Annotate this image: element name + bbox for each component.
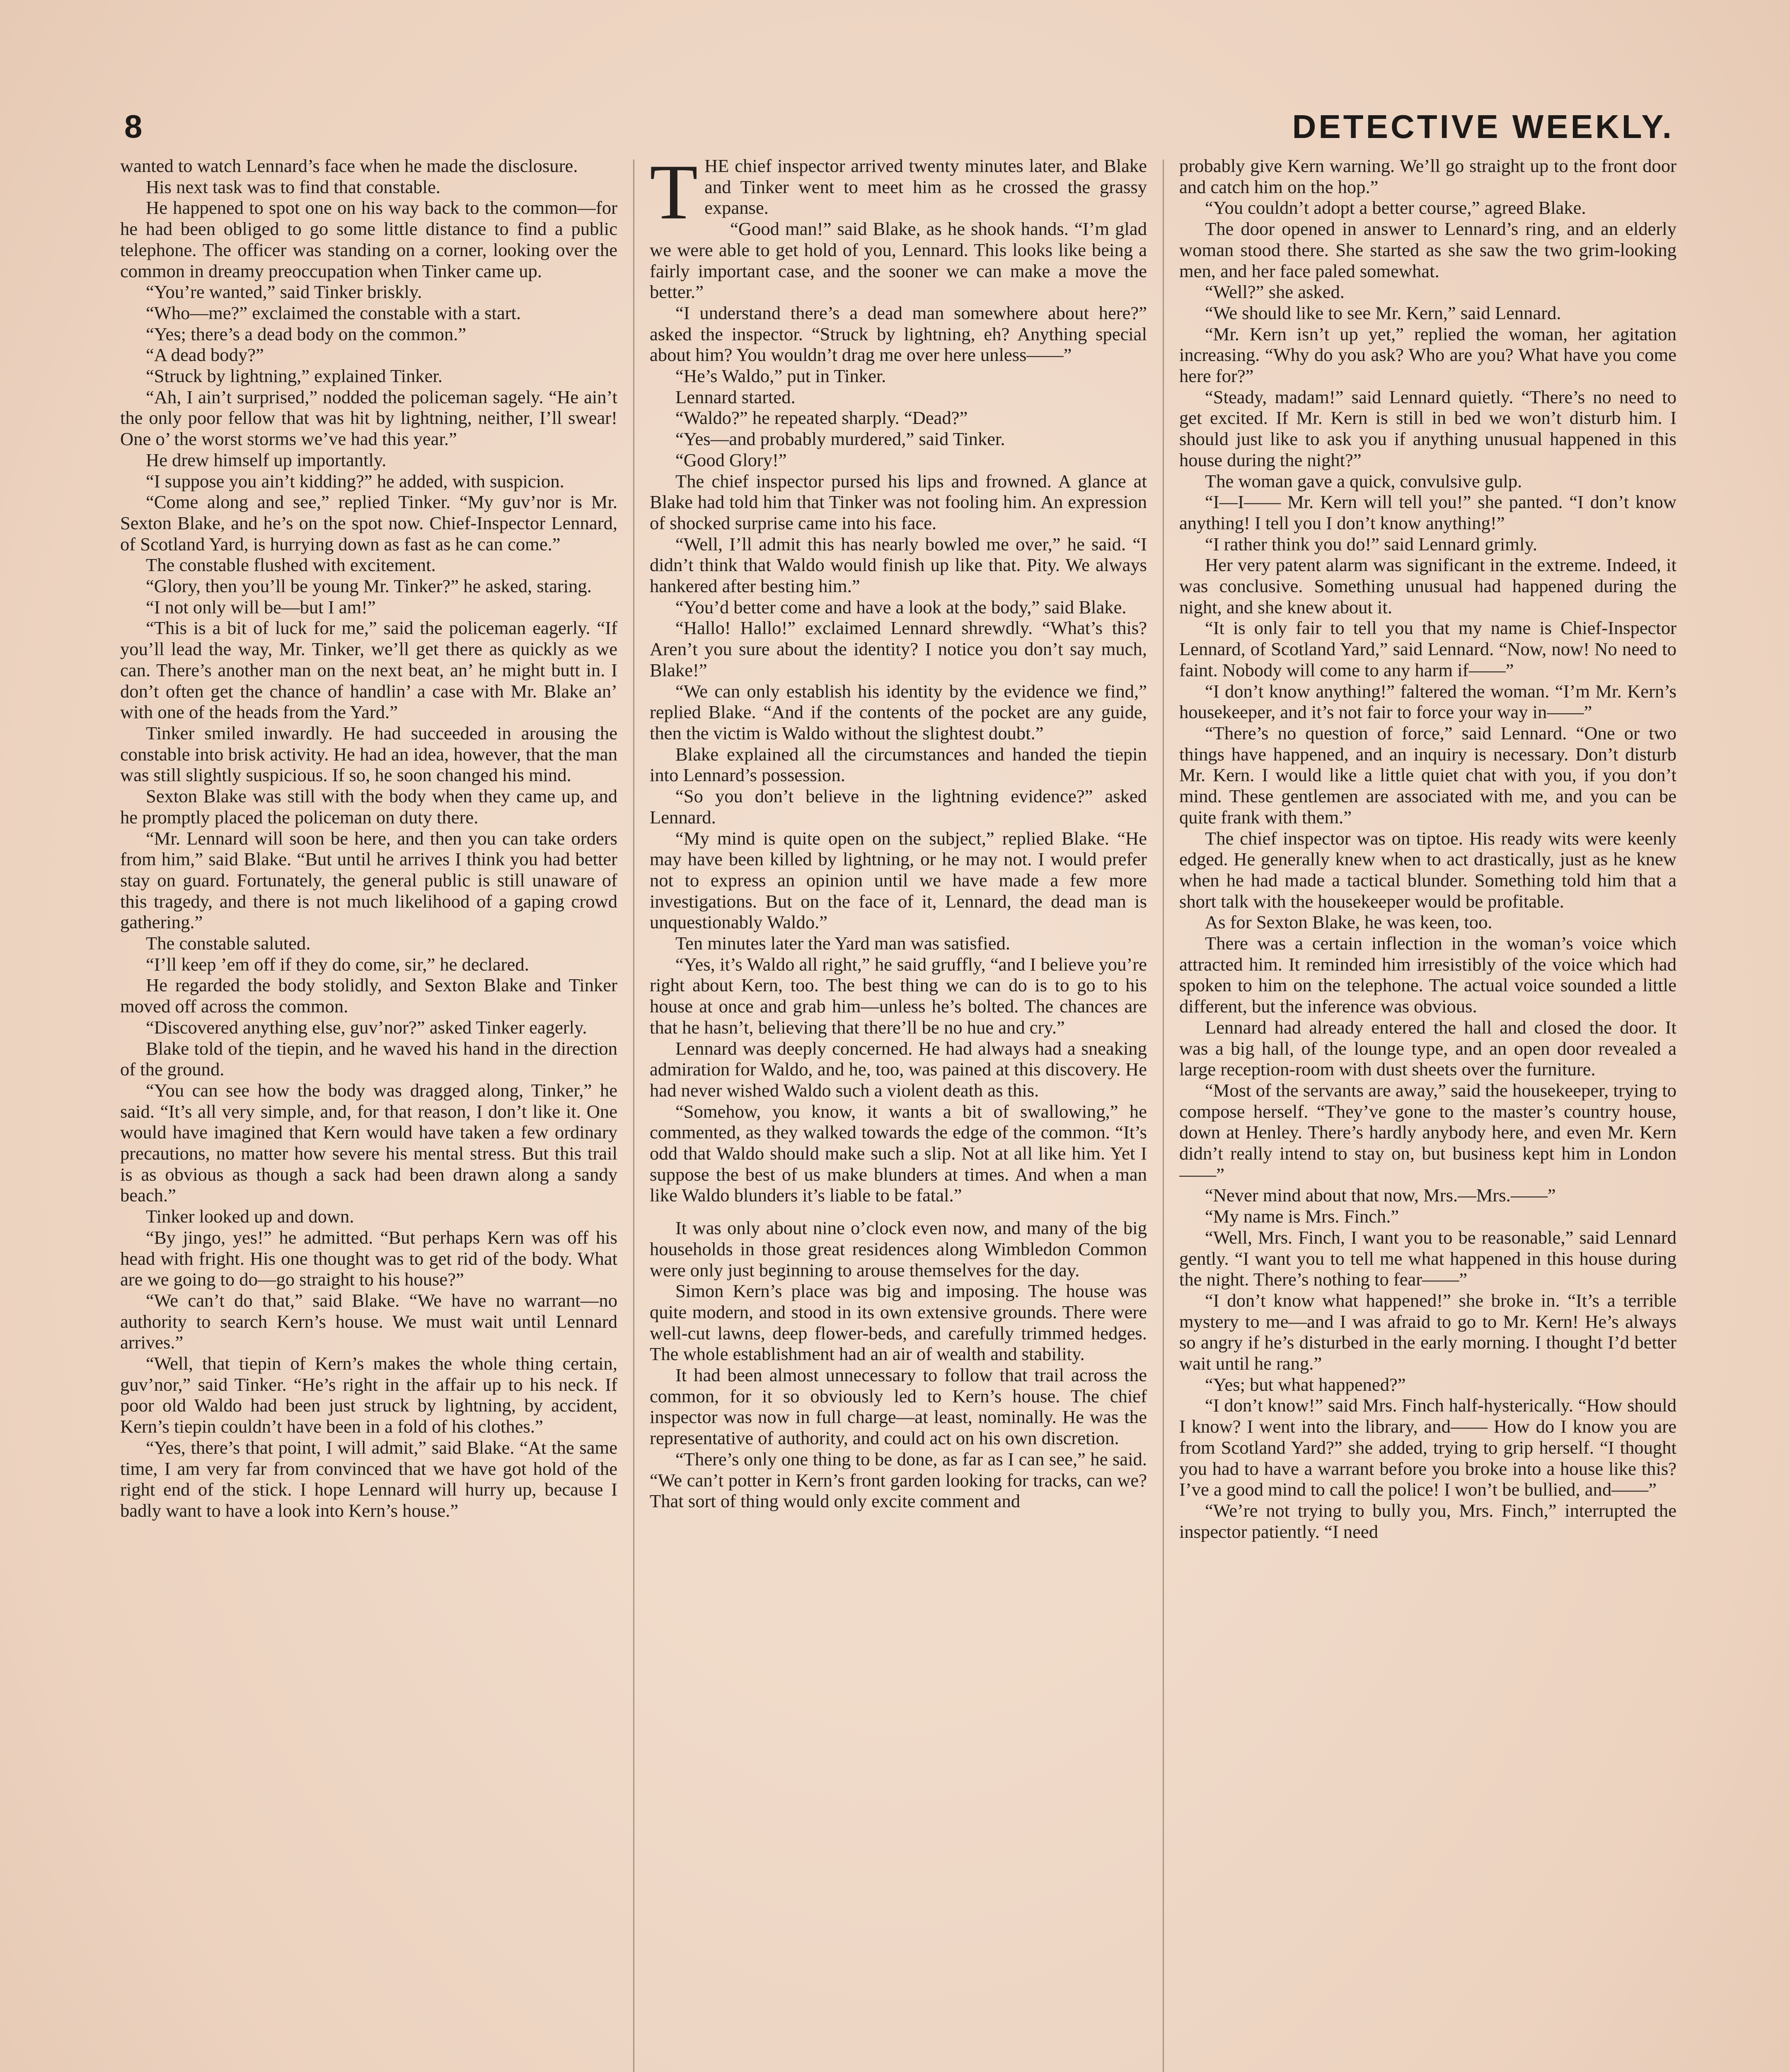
paragraph: It was only about nine o’clock even now, and many of the big households in those great residences along Wimbledon Common were only just beginning to arouse themselves for the day. — [650, 1218, 1147, 1280]
paragraph: He regarded the body stolidly, and Sexton Blake and Tinker moved off across the common. — [120, 975, 617, 1017]
paragraph: Simon Kern’s place was big and imposing. The house was quite modern, and stood in its own extensive grounds. There were well-cut lawns, deep flower-beds, and carefully trimmed hedges. The whole establishment had an air of wealth and stability. — [650, 1280, 1147, 1365]
paragraph: “My mind is quite open on the subject,” replied Blake. “He may have been killed by lightning, or he may not. I would prefer not to express an opinion until we have made a few more investigations. But on the face of it, Lennard, the dead man is unquestionably Waldo.” — [650, 828, 1147, 933]
paragraph: “Never mind about that now, Mrs.—Mrs.——” — [1205, 1185, 1556, 1206]
paragraph: “Waldo?” he repeated sharply. “Dead?” — [675, 407, 968, 428]
paragraph: The constable flushed with excitement. — [146, 554, 436, 576]
paragraph: “Struck by lightning,” explained Tinker. — [146, 366, 443, 387]
paragraph: Sexton Blake was still with the body when they came up, and he promptly placed the policeman on duty there. — [120, 786, 617, 828]
paragraph: “By jingo, yes!” he admitted. “But perhaps Kern was off his head with fright. His one thought was to get rid of the body. What are we going to do—go straight to his house?” — [120, 1227, 617, 1290]
paragraph: “You can see how the body was dragged along, Tinker,” he said. “It’s all very simple, and, for that reason, I don’t like it. One would have imagined that Kern would have taken a few ordinary precautions, no matter how severe his mental stress. But this trail is as obvious as though a sack had been drawn along a sandy beach.” — [120, 1080, 617, 1206]
paragraph: “Ah, I ain’t surprised,” nodded the policeman sagely. “He ain’t the only poor fellow that was hit by lightning, neither, I’ll swear! One o’ the worst storms we’ve had this year.” — [120, 386, 617, 450]
paragraph: “Well, I’ll admit this has nearly bowled me over,” he said. “I didn’t think that Waldo would finish up like that. Pity. We always hankered after besting him.” — [650, 533, 1147, 597]
paragraph: “Well?” she asked. — [1205, 281, 1345, 303]
paragraph: “I don’t know!” said Mrs. Finch half-hysterically. “How should I know? I went into the library, and—— How do I know you are from Scotland Yard?” she added, trying to grip herself. “I thought you had to have a warrant before you broke into a house like this? I’ve a good mind to call the police! I won’t be bullied, and——” — [1179, 1395, 1676, 1500]
paragraph: He drew himself up importantly. — [146, 449, 387, 470]
paragraph: “I don’t know anything!” faltered the woman. “I’m Mr. Kern’s housekeeper, and it’s not fair to force your way in——” — [1179, 680, 1676, 723]
paragraph: “Who—me?” exclaimed the constable with a start. — [146, 302, 521, 323]
paragraph: “Good Glory!” — [675, 449, 787, 470]
paragraph: It had been almost unnecessary to follow that trail across the common, for it so obviously led to Kern’s house. The chief inspector was now in full charge—at least, nominally. He was the representative of authority, and could act on his own discretion. — [650, 1365, 1147, 1449]
paragraph: “Yes—and probably murdered,” said Tinker. — [675, 428, 1005, 450]
paragraph: “We should like to see Mr. Kern,” said Lennard. — [1205, 302, 1561, 323]
paragraph: “Most of the servants are away,” said the housekeeper, trying to compose herself. “They’ve gone to the master’s country house, down at Henley. There’s hardly anybody here, and even Mr. Kern didn’t really intend to stay on, but business kept him in London——” — [1179, 1080, 1676, 1185]
paragraph: Ten minutes later the Yard man was satisfied. — [675, 933, 1011, 954]
column-2 — [650, 155, 1147, 2072]
paragraph: “We can’t do that,” said Blake. “We have no warrant—no authority to search Kern’s house. We must wait until Lennard arrives.” — [120, 1290, 617, 1353]
paragraph: probably give Kern warning. We’ll go straight up to the front door and catch him on the hop.” — [1179, 155, 1676, 197]
paragraph: “A dead body?” — [146, 344, 264, 366]
paragraph: “My name is Mrs. Finch.” — [1205, 1206, 1399, 1227]
paragraph: Blake explained all the circumstances and handed the tiepin into Lennard’s possession. — [650, 743, 1147, 786]
paragraph: Lennard had already entered the hall and closed the door. It was a big hall, of the lounge type, and an open door revealed a large reception-room with dust sheets over the furniture. — [1179, 1017, 1676, 1080]
paragraph: “So you don’t believe in the lightning evidence?” asked Lennard. — [650, 786, 1147, 828]
paragraph: “I not only will be—but I am!” — [146, 596, 376, 617]
paragraph: “I—I—— Mr. Kern will tell you!” she panted. “I don’t know anything! I tell you I don’t know anything!” — [1179, 491, 1676, 533]
paragraph: “Somehow, you know, it wants a bit of swallowing,” he commented, as they walked towards the edge of the common. “It’s odd that Waldo should make such a slip. Not at all like him. Yet I suppose the best of us make blunders at times. And when a man like Waldo blunders it’s liable to be fatal.” — [650, 1101, 1147, 1206]
column-3 — [1179, 155, 1676, 2072]
column-1 — [120, 155, 617, 2072]
drop-cap: T — [650, 155, 698, 236]
paragraph: The woman gave a quick, convulsive gulp. — [1205, 470, 1522, 491]
paragraph: “This is a bit of luck for me,” said the policeman eagerly. “If you’ll lead the way, Mr. Tinker, we’ll get there as quickly as we can. There’s another man on the next beat, an’ he might butt in. I don’t often get the chance of handlin’ a case with Mr. Blake an’ with one of the heads from the Yard.” — [120, 617, 617, 723]
paragraph: “Discovered anything else, guv’nor?” asked Tinker eagerly. — [146, 1017, 587, 1038]
paragraph: “Well, that tiepin of Kern’s makes the whole thing certain, guv’nor,” said Tinker. “He’s right in the affair up to his neck. If poor old Waldo had been just struck by lightning, by accident, Kern’s tiepin couldn’t have been in a fold of his clothes.” — [120, 1353, 617, 1437]
paragraph: “Steady, madam!” said Lennard quietly. “There’s no need to get excited. If Mr. Kern is still in bed we won’t disturb him. I should just like to ask you if anything unusual happened in this house during the night?” — [1179, 386, 1676, 470]
paragraph: “I suppose you ain’t kidding?” he added, with suspicion. — [146, 470, 564, 491]
paragraph: The chief inspector was on tiptoe. His ready wits were keenly edged. He generally knew when to act drastically, just as he knew when he had made a tactical blunder. Something told him that a short talk with the housekeeper would be profitable. — [1179, 828, 1676, 912]
paragraph: The chief inspector pursed his lips and frowned. A glance at Blake had told him that Tinker was not fooling him. An expression of shocked surprise came into his face. — [650, 470, 1147, 533]
paragraph: Lennard was deeply concerned. He had always had a sneaking admiration for Waldo, and he, too, was pained at this discovery. He had never wished Waldo such a violent death as this. — [650, 1038, 1147, 1101]
paragraph: “Hallo! Hallo!” exclaimed Lennard shrewdly. “What’s this? Aren’t you sure about the identity? I notice you don’t say much, Blake!” — [650, 617, 1147, 680]
paragraph: “There’s only one thing to be done, as far as I can see,” he said. “We can’t potter in Kern’s front garden looking for tracks, can we? That sort of thing would only excite comment and — [650, 1448, 1147, 1512]
column-divider — [633, 160, 634, 2072]
paragraph: “Mr. Kern isn’t up yet,” replied the woman, her agitation increasing. “Why do you ask? Who are you? What have you come here for?” — [1179, 323, 1676, 387]
paragraph: Tinker smiled inwardly. He had succeeded in arousing the constable into brisk activity. He had an idea, however, that the man was still slightly suspicious. If so, he soon changed his mind. — [120, 722, 617, 786]
paragraph: “I don’t know what happened!” she broke in. “It’s a terrible mystery to me—and I was afraid to go to Mr. Kern! He’s always so angry if he’s disturbed in the early morning. I thought I’d better wait until he rang.” — [1179, 1290, 1676, 1374]
paragraph: Her very patent alarm was significant in the extreme. Indeed, it was conclusive. Something unusual had happened during the night, and she knew about it. — [1179, 554, 1676, 617]
paragraph: Tinker looked up and down. — [146, 1206, 354, 1227]
paragraph: “You’d better come and have a look at the body,” said Blake. — [675, 596, 1127, 617]
paragraph-text: HE chief inspector arrived twenty minutes later, and Blake and Tinker went to meet him as he crossed the grassy expanse. — [704, 155, 1147, 218]
paragraph: As for Sexton Blake, he was keen, too. — [1205, 912, 1492, 933]
paragraph: “You’re wanted,” said Tinker briskly. — [146, 281, 422, 303]
page-number: 8 — [124, 108, 143, 145]
paragraph: Blake told of the tiepin, and he waved his hand in the direction of the ground. — [120, 1038, 617, 1080]
paragraph: The door opened in answer to Lennard’s ring, and an elderly woman stood there. She started as she saw the two grim-looking men, and her face paled somewhat. — [1179, 218, 1676, 281]
paragraph: The constable saluted. — [146, 933, 311, 954]
paragraph: “There’s no question of force,” said Lennard. “One or two things have happened, and an inquiry is necessary. Don’t disturb Mr. Kern. I would like a little quiet chat with you, if you don’t mind. These gentlemen are associated with me, and you can be quite frank with them.” — [1179, 722, 1676, 828]
paragraph: There was a certain inflection in the woman’s voice which attracted him. It reminded him irresistibly of the voice which had spoken to him on the telephone. The actual voice sounded a little different, but the inference was obvious. — [1179, 933, 1676, 1017]
paragraph: “He’s Waldo,” put in Tinker. — [675, 366, 886, 387]
paragraph: “I understand there’s a dead man somewhere about here?” asked the inspector. “Struck by lightning, eh? Anything special about him? You wouldn’t drag me over here unless——” — [650, 302, 1147, 366]
paragraph — [650, 155, 1147, 236]
page-header — [124, 108, 1674, 157]
paragraph: Lennard started. — [675, 386, 796, 407]
text-columns — [120, 155, 1674, 2072]
paragraph: “I’ll keep ’em off if they do come, sir,” he declared. — [146, 954, 529, 975]
paragraph: “Yes; but what happened?” — [1205, 1374, 1406, 1395]
paragraph: “Yes, there’s that point, I will admit,” said Blake. “At the same time, I am very far from convinced that we have got hold of the right end of the stick. I hope Lennard will hurry up, because I badly want to have a look into Kern’s house.” — [120, 1437, 617, 1521]
paragraph: “We can only establish his identity by the evidence we find,” replied Blake. “And if the contents of the pocket are any guide, then the victim is Waldo without the slightest doubt.” — [650, 680, 1147, 743]
magazine-title: DETECTIVE WEEKLY. — [1292, 108, 1674, 145]
paragraph: “You couldn’t adopt a better course,” agreed Blake. — [1205, 197, 1586, 218]
paragraph: wanted to watch Lennard’s face when he made the disclosure. — [120, 155, 578, 176]
paragraph: His next task was to find that constable. — [146, 176, 440, 197]
paragraph: “Yes; there’s a dead body on the common.” — [146, 323, 467, 344]
paragraph-gap — [650, 1206, 1147, 1218]
paragraph: “Mr. Lennard will soon be here, and then you can take orders from him,” said Blake. “But until he arrives I think you had better stay on guard. Fortunately, the general public is still unaware of this tragedy, and there is not much likelihood of a gaping crowd gathering.” — [120, 828, 617, 933]
column-divider — [1163, 160, 1164, 2072]
paragraph: “Well, Mrs. Finch, I want you to be reasonable,” said Lennard gently. “I want you to tell me what happened in this house during the night. There’s nothing to fear——” — [1179, 1227, 1676, 1290]
paragraph: He happened to spot one on his way back to the common—for he had been obliged to go some little distance to find a public telephone. The officer was standing on a corner, looking over the common in dreamy preoccupation when Tinker came up. — [120, 197, 617, 281]
paragraph: “Glory, then you’ll be young Mr. Tinker?” he asked, staring. — [146, 576, 592, 597]
paragraph: “Come along and see,” replied Tinker. “My guv’nor is Mr. Sexton Blake, and he’s on the spot now. Chief-Inspector Lennard, of Scotland Yard, is hurrying down as fast as he can come.” — [120, 491, 617, 554]
paragraph: “We’re not trying to bully you, Mrs. Finch,” interrupted the inspector patiently. “I need — [1179, 1500, 1676, 1542]
paragraph: “I rather think you do!” said Lennard grimly. — [1205, 533, 1538, 554]
paragraph: “It is only fair to tell you that my name is Chief-Inspector Lennard, of Scotland Yard,” said Lennard. “Now, now! No need to faint. Nobody will come to any harm if——” — [1179, 617, 1676, 680]
paragraph: “Yes, it’s Waldo all right,” he said gruffly, “and I believe you’re right about Kern, too. The best thing we can do is to go to his house at once and grab him—unless he’s bolted. The chances are that he hasn’t, believing that there’ll be no hue and cry.” — [650, 954, 1147, 1038]
paragraph: “Good man!” said Blake, as he shook hands. “I’m glad we were able to get hold of you, Lennard. This looks like being a fairly important case, and the sooner we can make a move the better.” — [650, 218, 1147, 303]
